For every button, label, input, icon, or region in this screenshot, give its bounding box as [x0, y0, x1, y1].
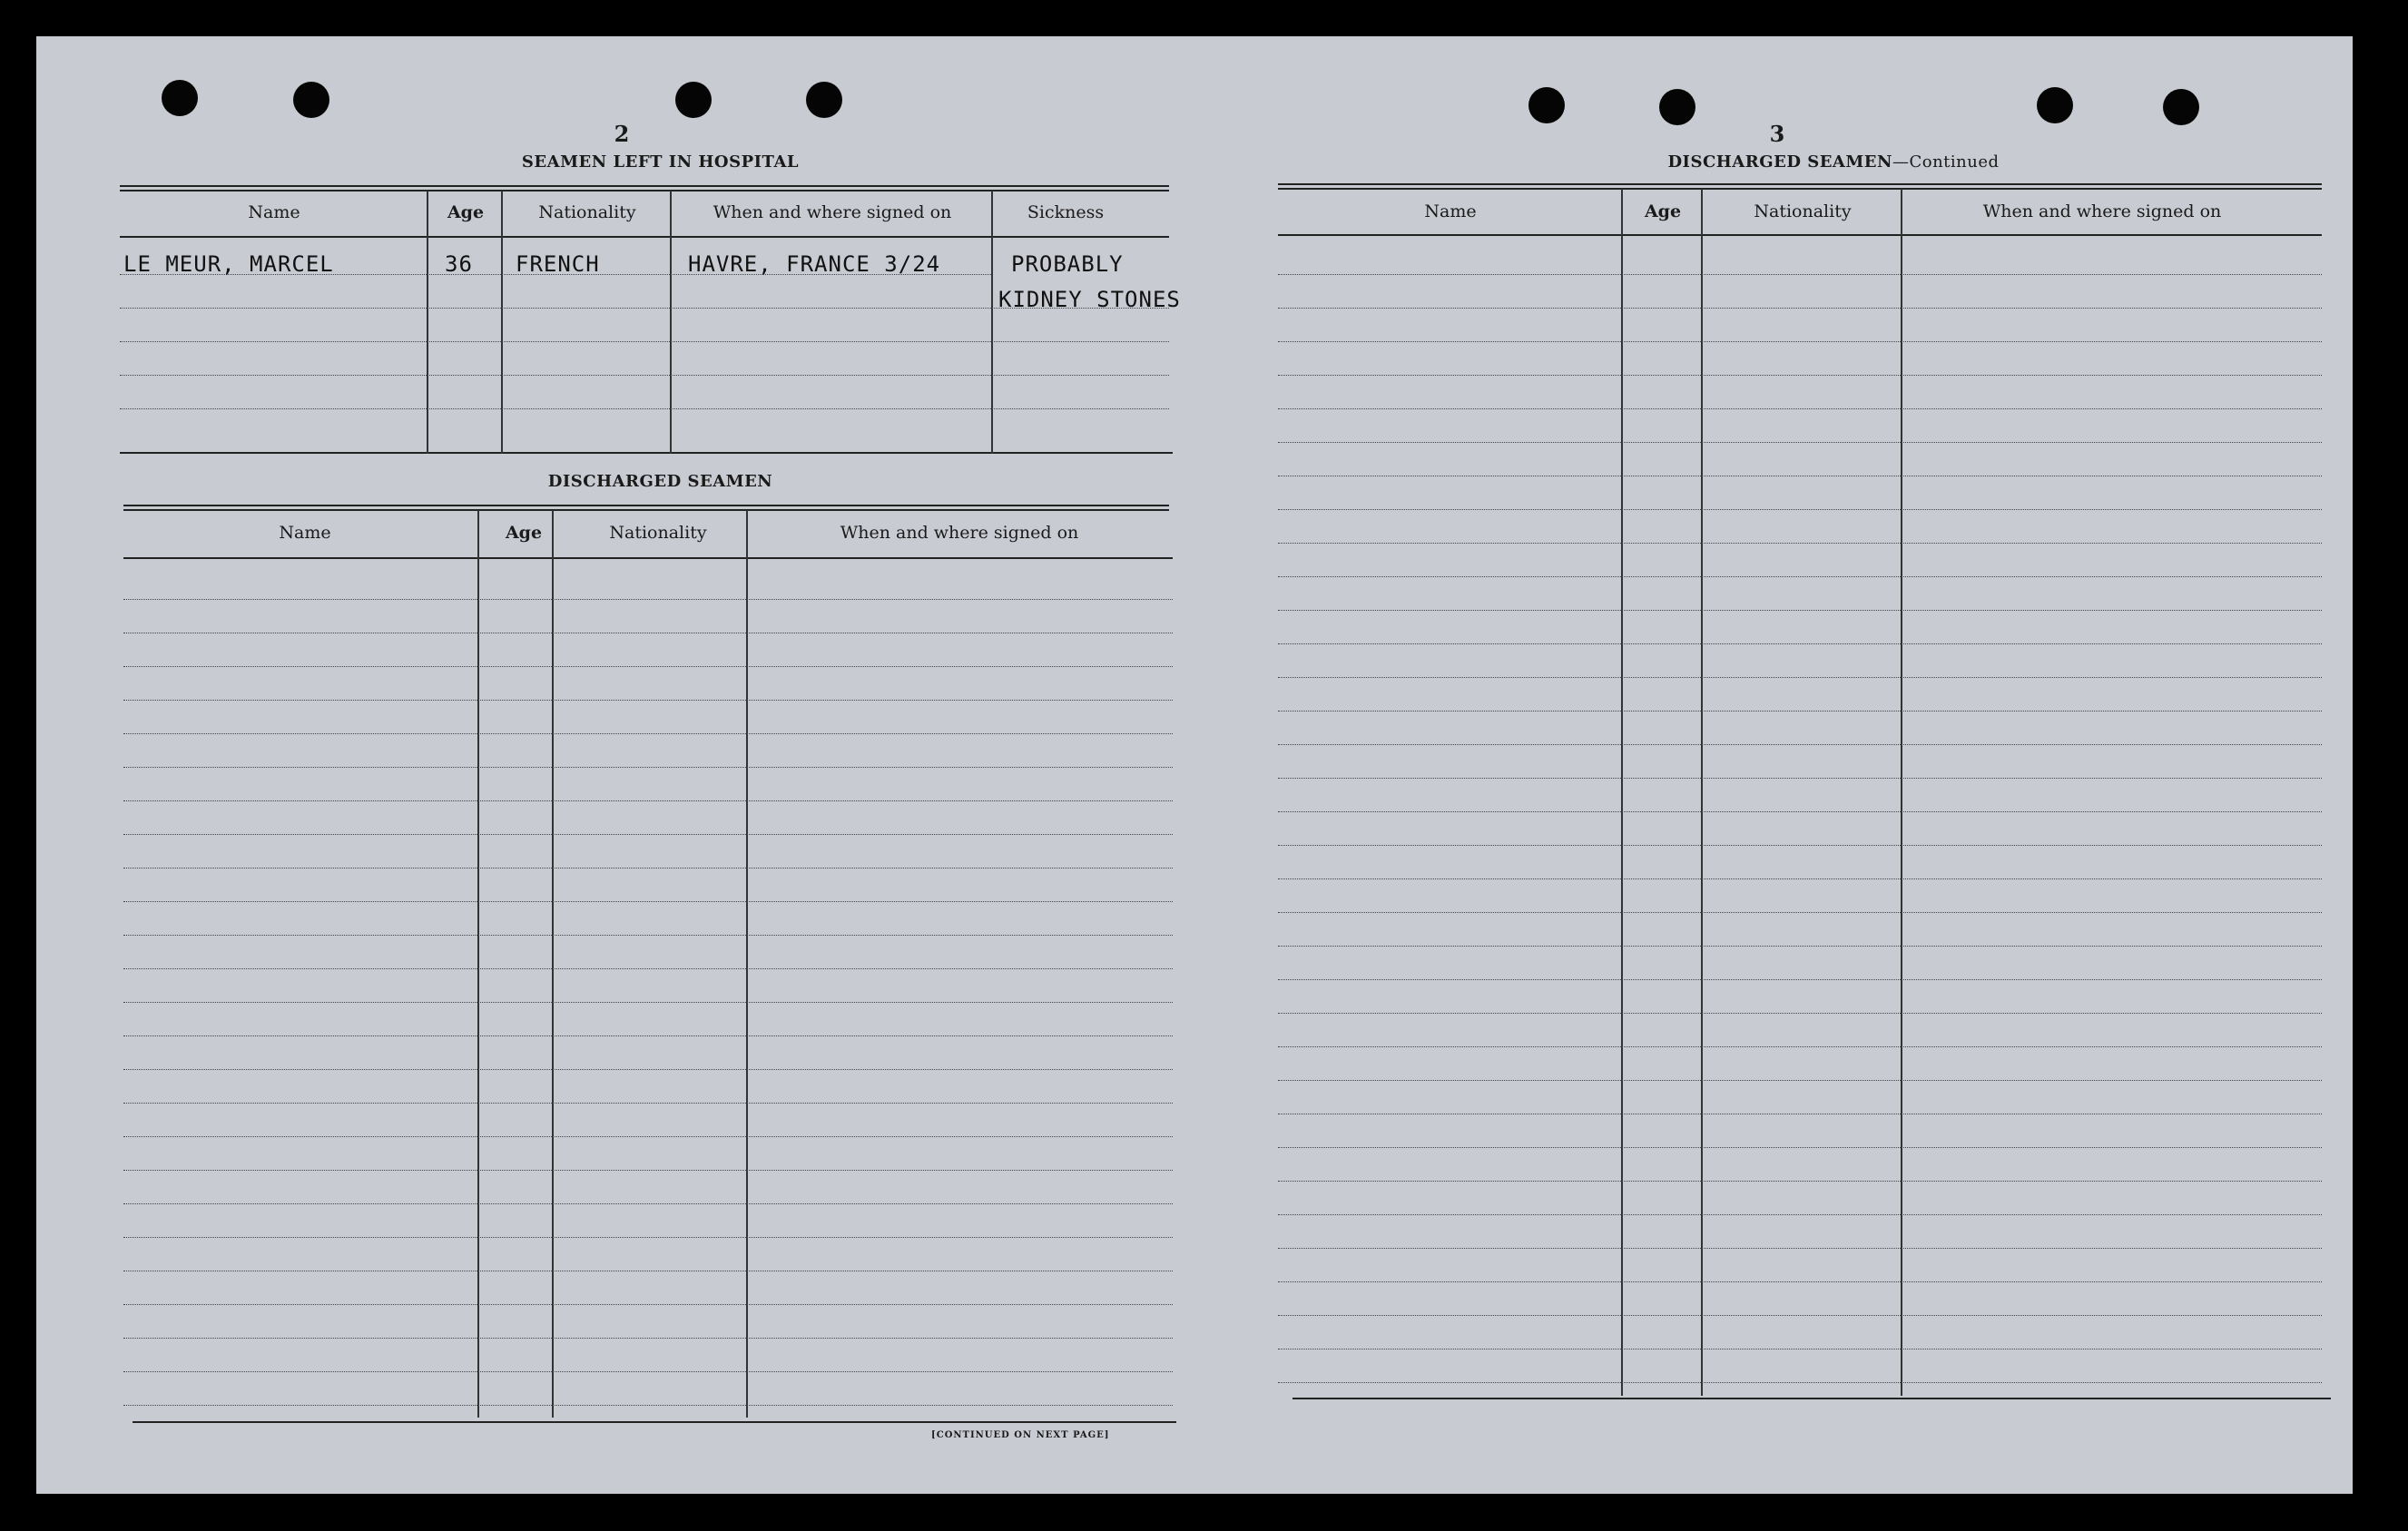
discharged-bottom-rule: [133, 1421, 1176, 1423]
ruled-line: [123, 935, 1173, 936]
ruled-line: [1278, 1214, 2322, 1215]
ruled-line: [1278, 711, 2322, 712]
punch-hole-icon: [675, 82, 712, 118]
ruled-line: [123, 834, 1173, 835]
hospital-entry-age: 36: [445, 251, 473, 277]
hospital-divider: [501, 191, 503, 454]
ruled-line: [123, 1002, 1173, 1003]
ruled-line: [123, 968, 1173, 969]
right-title-main: DISCHARGED SEAMEN: [1667, 152, 1892, 172]
hospital-col-signed-on: When and where signed on: [713, 202, 952, 222]
right-col-name: Name: [1424, 201, 1477, 221]
ruled-line: [1278, 1147, 2322, 1148]
ruled-line: [1278, 643, 2322, 644]
ruled-line: [123, 1371, 1173, 1372]
discharged-divider: [746, 510, 748, 1418]
ruled-line: [1278, 912, 2322, 913]
ruled-line: [123, 1069, 1173, 1070]
ruled-line: [1278, 341, 2322, 342]
hospital-head-rule: [120, 236, 1169, 238]
ruled-line: [123, 599, 1173, 600]
discharged-head-rule: [123, 557, 1173, 559]
punch-hole-icon: [162, 80, 198, 116]
ruled-line: [1278, 1080, 2322, 1081]
hospital-top-rule: [120, 185, 1169, 191]
hospital-row-line: [120, 341, 1169, 342]
ruled-line: [1278, 543, 2322, 544]
ruled-line: [1278, 576, 2322, 577]
ruled-line: [123, 1203, 1173, 1204]
ruled-line: [123, 767, 1173, 768]
ruled-line: [1278, 778, 2322, 779]
ruled-line: [1278, 1281, 2322, 1282]
hospital-entry-sickness-2: KIDNEY STONES: [998, 287, 1181, 312]
hospital-divider: [427, 191, 428, 454]
right-head-rule: [1278, 234, 2322, 236]
ruled-line: [123, 733, 1173, 734]
ruled-line: [1278, 274, 2322, 275]
ruled-line: [1278, 878, 2322, 879]
ruled-line: [1278, 946, 2322, 947]
right-bottom-rule: [1292, 1398, 2331, 1399]
ruled-line: [1278, 677, 2322, 678]
discharged-section-title: DISCHARGED SEAMEN: [547, 472, 773, 491]
ruled-line: [1278, 979, 2322, 980]
ruled-line: [123, 901, 1173, 902]
right-col-age: Age: [1644, 201, 1682, 221]
ruled-line: [1278, 811, 2322, 812]
ruled-line: [123, 800, 1173, 801]
right-section-title: [1398, 152, 2269, 172]
hospital-entry-sickness-1: PROBABLY: [1011, 251, 1124, 277]
discharged-col-nationality: Nationality: [609, 523, 707, 543]
hospital-entry-nationality: FRENCH: [516, 251, 600, 277]
ruled-line: [123, 1136, 1173, 1137]
ledger-sheet: [36, 36, 2353, 1494]
ruled-line: [1278, 509, 2322, 510]
discharged-divider: [477, 510, 479, 1418]
discharged-col-signed-on: When and where signed on: [840, 523, 1079, 543]
punch-hole-icon: [1659, 89, 1695, 125]
hospital-entry-signed-on: HAVRE, FRANCE 3/24: [688, 251, 941, 277]
ruled-line: [123, 1103, 1173, 1104]
right-top-rule: [1278, 183, 2322, 190]
ruled-line: [1278, 1382, 2322, 1383]
ruled-line: [1278, 442, 2322, 443]
right-col-signed-on: When and where signed on: [1982, 201, 2222, 221]
discharged-col-name: Name: [279, 523, 331, 543]
hospital-bottom-rule: [120, 452, 1173, 454]
ruled-line: [1278, 1046, 2322, 1047]
discharged-top-rule: [123, 505, 1169, 511]
ruled-line: [1278, 610, 2322, 611]
page-number-right: 3: [1769, 121, 1785, 147]
ruled-line: [123, 700, 1173, 701]
ruled-line: [1278, 1315, 2322, 1316]
ruled-line: [123, 1338, 1173, 1339]
hospital-section-title: SEAMEN LEFT IN HOSPITAL: [521, 152, 800, 172]
hospital-divider: [670, 191, 672, 454]
ruled-line: [123, 1170, 1173, 1171]
hospital-col-nationality: Nationality: [538, 202, 636, 222]
punch-hole-icon: [2163, 89, 2199, 125]
hospital-col-name: Name: [248, 202, 300, 222]
ruled-line: [1278, 308, 2322, 309]
ruled-line: [1278, 845, 2322, 846]
ruled-line: [1278, 408, 2322, 409]
ruled-line: [1278, 1181, 2322, 1182]
page-number-left: 2: [614, 121, 630, 147]
ruled-line: [1278, 1013, 2322, 1014]
ruled-line: [1278, 744, 2322, 745]
ruled-line: [1278, 1248, 2322, 1249]
discharged-col-age: Age: [505, 523, 543, 543]
right-title-suffix: —Continued: [1892, 152, 2000, 172]
ruled-line: [123, 666, 1173, 667]
ruled-line: [123, 1237, 1173, 1238]
punch-hole-icon: [2037, 87, 2073, 123]
ruled-line: [123, 1304, 1173, 1305]
hospital-row-line: [120, 408, 1169, 409]
hospital-divider: [991, 191, 993, 454]
continued-note: [CONTINUED ON NEXT PAGE]: [931, 1430, 1110, 1440]
ruled-line: [123, 868, 1173, 869]
punch-hole-icon: [293, 82, 329, 118]
punch-hole-icon: [806, 82, 842, 118]
punch-hole-icon: [1528, 87, 1565, 123]
hospital-entry-name: LE MEUR, MARCEL: [123, 251, 334, 277]
ruled-line: [1278, 375, 2322, 376]
discharged-divider: [552, 510, 554, 1418]
hospital-col-sickness: Sickness: [1027, 202, 1105, 222]
hospital-row-line: [120, 375, 1169, 376]
hospital-col-age: Age: [447, 202, 485, 222]
ruled-line: [123, 1405, 1173, 1406]
ruled-line: [123, 1035, 1173, 1036]
right-col-nationality: Nationality: [1754, 201, 1852, 221]
